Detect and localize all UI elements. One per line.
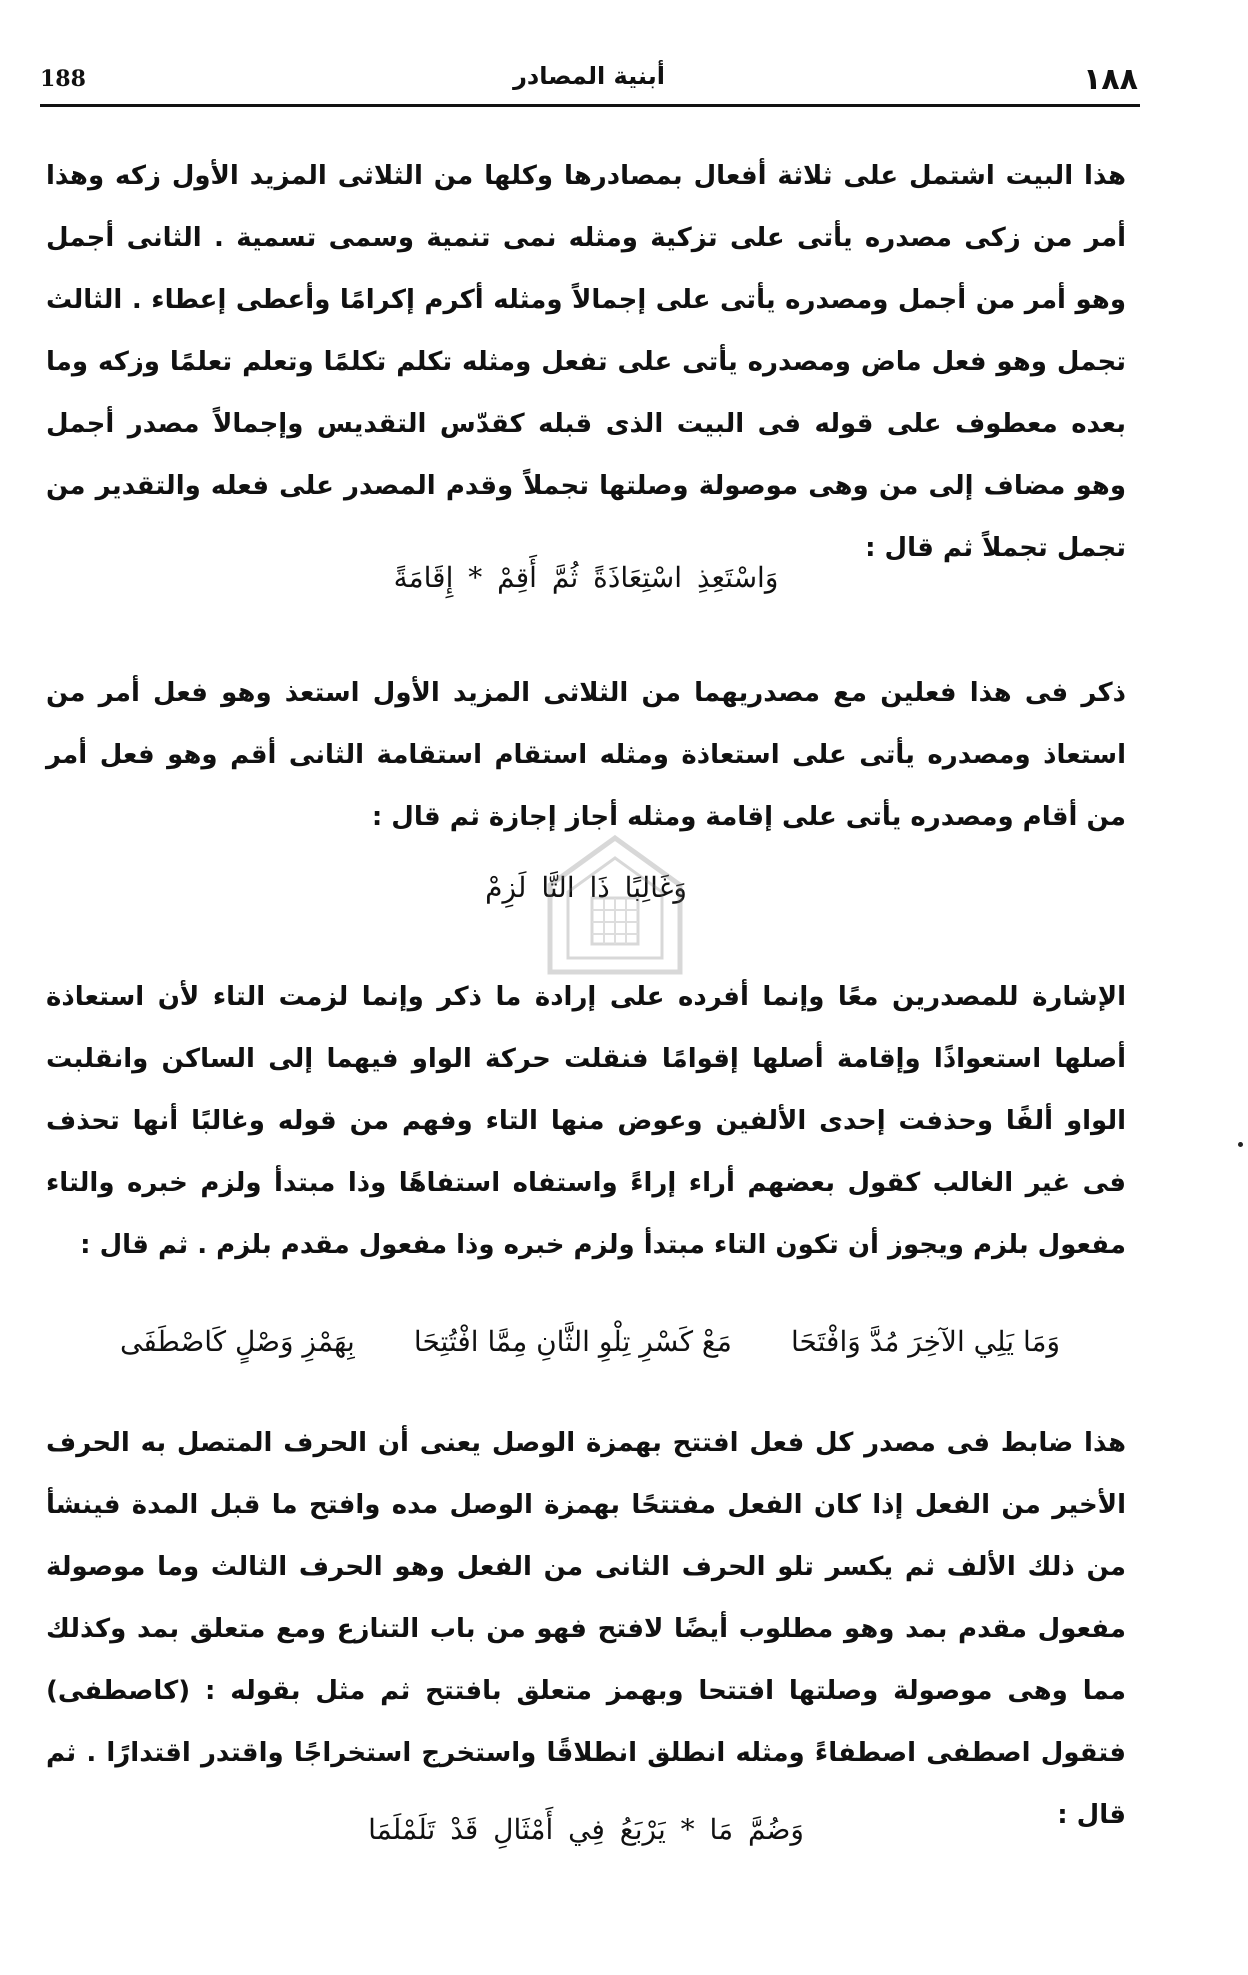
verse-3-hemistich-1: وَمَا يَلِي الآخِرَ مُدَّ وَافْتَحَا <box>791 1325 1060 1358</box>
verse-3-hemistich-2: مَعْ كَسْرِ تِلْوِ الثَّانِ مِمَّا افْتُتِحَا <box>413 1325 732 1358</box>
verse-2: وَغَالِبًا ذَا التَّا لَزِمْ <box>485 871 687 904</box>
page-header <box>40 62 1138 102</box>
scan-speck <box>1238 1142 1243 1147</box>
verse-4: وَضُمَّ مَا * يَرْبَعُ فِي أَمْثَالِ قَدْ تَلَمْلَمَا <box>368 1813 804 1846</box>
page-number-latin: 188 <box>40 66 86 92</box>
paragraph-1: هذا البيت اشتمل على ثلاثة أفعال بمصادرها وكلها من الثلاثى المزيد الأول زكه وهذا أمر من زكى مصدره يأتى على تزكية ومثله نمى تنمية وسمى تسمية . الثانى أجمل وهو أمر من أجمل ومصدره يأتى على إجمالاً ومثله أكرم إكرامًا وأعطى إعطاء . الثالث تجمل وهو فعل ماض ومصدره يأتى على تفعل ومثله تكلم تكلمًا وتعلم تعلمًا وزكه وما بعده معطوف على قوله فى البيت الذى قبله كقدّس التقديس وإجمالاً مصدر أجمل وهو مضاف إلى من وهى موصولة وصلتها تجملاً وقدم المصدر على فعله والتقدير من تجمل تجملاً ثم قال : <box>46 161 1126 563</box>
paragraph-2: ذكر فى هذا فعلين مع مصدريهما من الثلاثى المزيد الأول استعذ وهو فعل أمر من استعاذ ومصدره يأتى على استعاذة ومثله استقام استقامة الثانى أقم وهو فعل أمر من أقام ومصدره يأتى على إقامة ومثله أجاز إجازة ثم قال : <box>46 678 1126 832</box>
verse-3 <box>120 1322 1060 1362</box>
paragraph-3: الإشارة للمصدرين معًا وإنما أفرده على إرادة ما ذكر وإنما لزمت التاء لأن استعاذة أصلها استعواذًا وإقامة أصلها إقوامًا فنقلت حركة الواو فيهما إلى الساكن وانقلبت الواو ألفًا وحذفت إحدى الألفين وعوض منها التاء وفهم من قوله وغالبًا أنها تحذف فى غير الغالب كقول بعضهم أراء إراءً واستفاه استفاهًا وذا مبتدأ ولزم خبره والتاء مفعول بلزم ويجوز أن تكون التاء مبتدأ ولزم خبره وذا مفعول مقدم بلزم . ثم قال : <box>46 982 1126 1260</box>
verse-1: وَاسْتَعِذِ اسْتِعَاذَةً ثُمَّ أَقِمْ * إِقَامَةً <box>393 561 779 594</box>
header-divider <box>40 104 1140 107</box>
library-seal-watermark <box>540 830 690 980</box>
verse-3-hemistich-3: بِهَمْزِ وَصْلٍ كَاصْطَفَى <box>120 1325 355 1358</box>
page-number-arabic: ١٨٨ <box>1083 62 1138 97</box>
running-title: أبنية المصادر <box>513 62 665 90</box>
paragraph-4: هذا ضابط فى مصدر كل فعل افتتح بهمزة الوصل يعنى أن الحرف المتصل به الحرف الأخير من الفعل إذا كان الفعل مفتتحًا بهمزة الوصل مده وافتح ما قبل المدة فينشأ من ذلك الألف ثم يكسر تلو الحرف الثانى من الفعل وهو الحرف الثالث وما موصولة مفعول مقدم بمد وهو مطلوب أيضًا لافتح فهو من باب التنازع ومع متعلق بمد وكذلك مما وهى موصولة وصلتها افتتحا وبهمز متعلق بافتتح ثم مثل بقوله : (كاصطفى) فتقول اصطفى اصطفاءً ومثله انطلق انطلاقًا واستخرج استخراجًا واقتدر اقتدارًا . ثم قال : <box>46 1428 1126 1830</box>
